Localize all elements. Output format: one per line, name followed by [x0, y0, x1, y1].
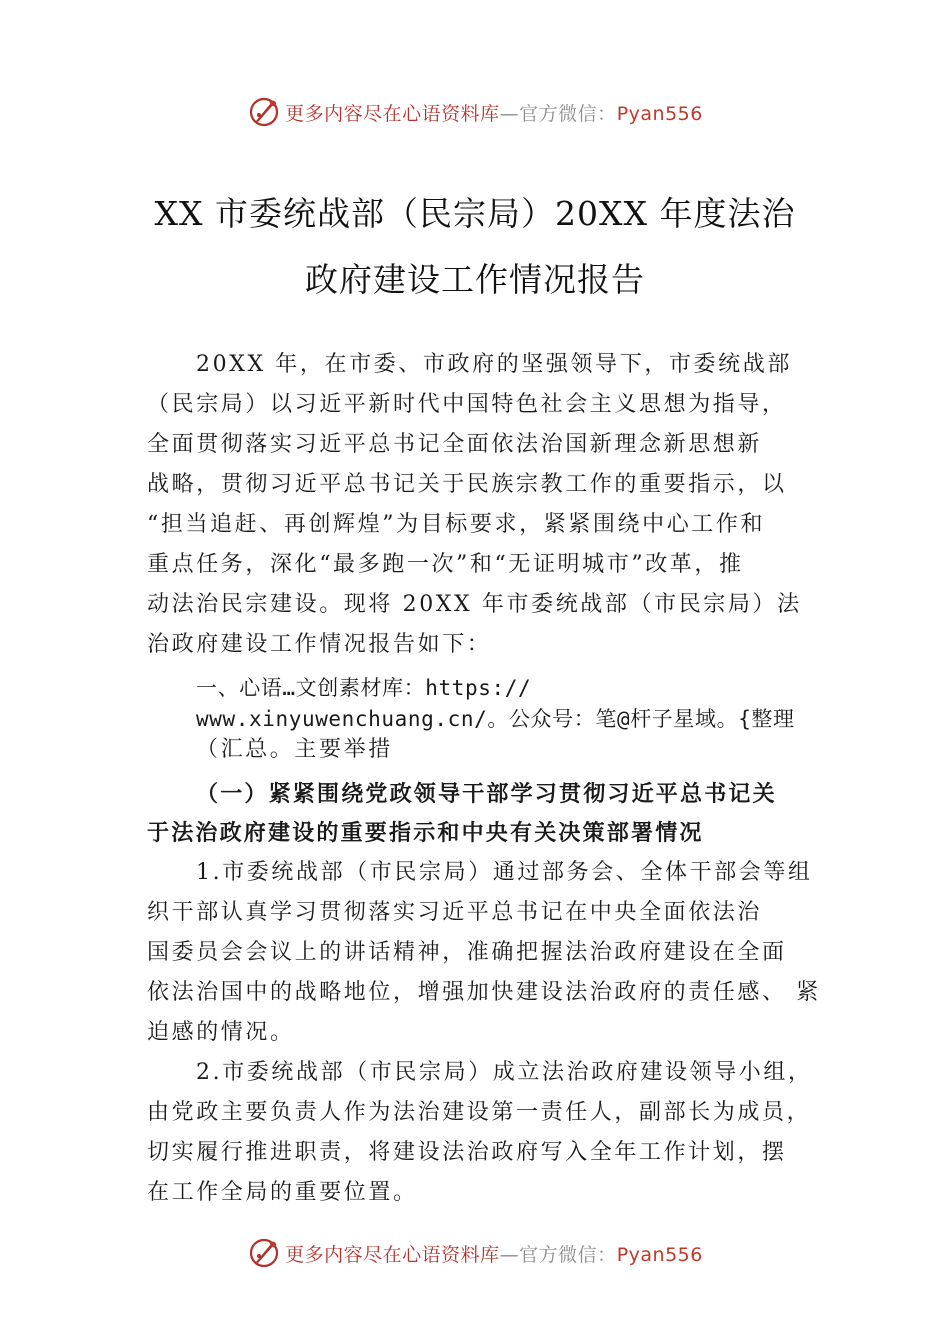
header-banner	[0, 92, 950, 132]
body-line: （民宗局）以习近平新时代中国特色社会主义思想为指导，	[147, 392, 787, 417]
banner-text	[285, 1240, 703, 1267]
body-line: 切实履行推进职责，将建设法治政府写入全年工作计划，摆	[147, 1140, 787, 1165]
banner-lead: 更多内容尽在心语资料库	[285, 102, 500, 125]
body-line: 织干部认真学习贯彻落实习近平总书记在中央全面依法治	[147, 900, 763, 925]
body-line: 治政府建设工作情况报告如下：	[147, 632, 492, 657]
body-line: 在工作全局的重要位置。	[147, 1180, 418, 1205]
banner-dash: —	[499, 102, 520, 125]
quill-logo-icon	[247, 95, 281, 129]
subsection-heading: 于法治政府建设的重要指示和中央有关决策部署情况	[147, 820, 704, 846]
document-title-line-1: XX 市委统战部（民宗局）20XX 年度法治	[154, 194, 796, 233]
source-line: 一、心语…文创素材库：https://	[196, 676, 532, 700]
body-line: 依法治国中的战略地位，增强加快建设法治政府的责任感、 紧	[147, 980, 821, 1005]
body-line: 20XX 年，在市委、市政府的坚强领导下，市委统战部	[196, 352, 792, 377]
body-line: 迫感的情况。	[147, 1020, 295, 1045]
quill-logo-icon	[247, 1236, 281, 1270]
body-line: 由党政主要负责人作为法治建设第一责任人，副部长为成员，	[147, 1100, 812, 1125]
banner-wechat-label: 官方微信：	[519, 1243, 617, 1266]
document-title-line-2: 政府建设工作情况报告	[305, 260, 645, 299]
body-line: “担当追赶、再创辉煌”为目标要求，紧紧围绕中心工作和	[147, 512, 766, 537]
banner-text	[285, 99, 703, 126]
body-line: 战略，贯彻习近平总书记关于民族宗教工作的重要指示，以	[147, 472, 787, 497]
banner-wechat-label: 官方微信：	[519, 102, 617, 125]
body-line: 全面贯彻落实习近平总书记全面依法治国新理念新思想新	[147, 432, 763, 457]
banner-wechat-id: Pyan556	[616, 1243, 703, 1266]
section-heading: （汇总。主要举措	[196, 737, 393, 762]
source-line: www.xinyuwenchuang.cn/。公众号：笔@杆子星域。{整理	[196, 707, 795, 731]
subsection-heading: （一）紧紧围绕党政领导干部学习贯彻习近平总书记关	[196, 781, 777, 807]
body-line: 动法治民宗建设。现将 20XX 年市委统战部（市民宗局）法	[147, 592, 802, 617]
body-line: 重点任务，深化“最多跑一次”和“无证明城市”改革，推	[147, 552, 744, 577]
body-line: 1.市委统战部（市民宗局）通过部务会、全体干部会等组	[196, 860, 813, 885]
banner-lead: 更多内容尽在心语资料库	[285, 1243, 500, 1266]
banner-dash: —	[499, 1243, 520, 1266]
footer-banner	[0, 1233, 950, 1273]
body-line: 2.市委统战部（市民宗局）成立法治政府建设领导小组，	[196, 1060, 813, 1085]
body-line: 国委员会会议上的讲话精神，准确把握法治政府建设在全面	[147, 940, 787, 965]
banner-wechat-id: Pyan556	[616, 102, 703, 125]
